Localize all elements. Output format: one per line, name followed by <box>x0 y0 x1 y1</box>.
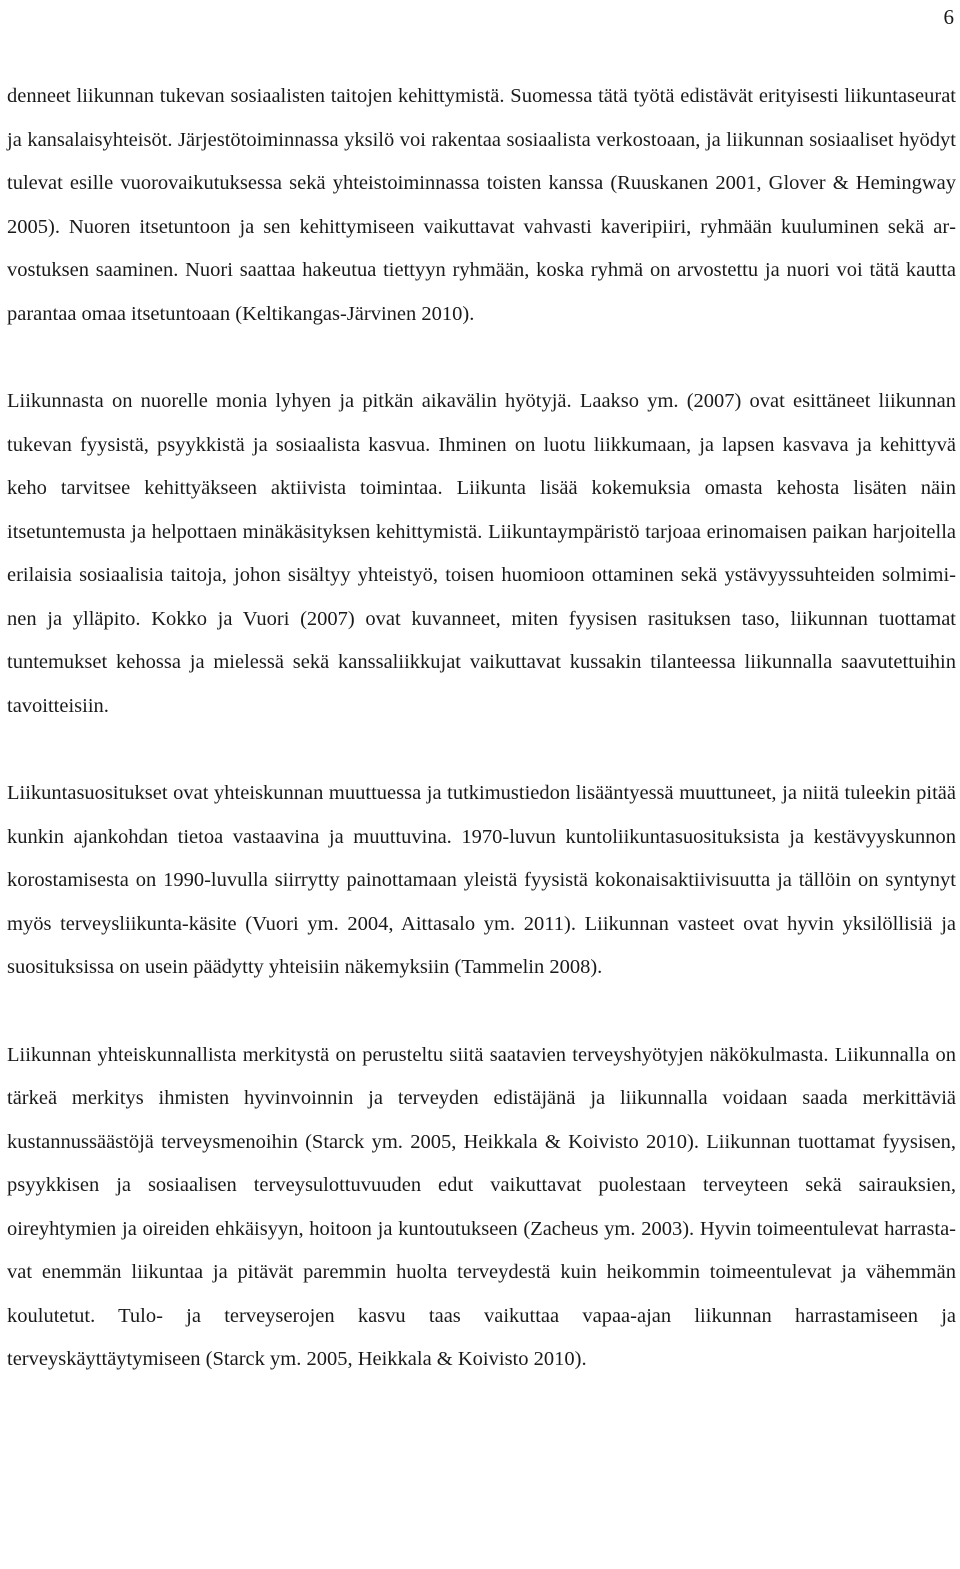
paragraph-societal-significance: Liikunnan yhteiskunnallista merkitystä on perusteltu siitä saatavien terveyshyötyjen näkökulmasta. Liikunnalla on tärkeä merkitys ihmisten hyvinvoinnin ja terveyden edistäjänä ja liikunnalla voidaan saada merkittäviä kustannussäästöjä terveysmenoihin (Starck ym. 2005, Heikkala & Koivisto 2010). Liikunnan tuottamat fyysisen, psyykkisen ja sosiaalisen terveysulottuvuuden edut vaikuttavat puolestaan terveyteen sekä sairauksien, oireyhtymien ja oireiden ehkäisyyn, hoitoon ja kuntoutukseen (Zacheus ym. 2003). Hyvin toimeentulevat harrastavat enemmän liikuntaa ja pitävät paremmin huolta terveydestä kuin heikommin toimeentulevat ja vähemmän koulutetut. Tulo- ja terveyserojen kasvu taas vaikuttaa vapaa-ajan liikunnan harrastamiseen ja terveyskäyttäytymiseen (Starck ym. 2005, Heikkala & Koivisto 2010). <box>7 1043 956 1370</box>
paragraph-exercise-recommendations: Liikuntasuositukset ovat yhteiskunnan muuttuessa ja tutkimustiedon lisääntyessä muuttuneet, ja niitä tuleekin pitää kunkin ajankohdan tietoa vastaavina ja muuttuvina. 1970-luvun kuntoliikuntasuosituksista ja kestävyyskunnon korostamisesta on 1990-luvulla siirrytty painottamaan yleistä fyysistä kokonaisaktiivisuutta ja tällöin on syntynyt myös terveysliikunta-käsite (Vuori ym. 2004, Aittasalo ym. 2011). Liikunnan vasteet ovat hyvin yksilöllisiä ja suosituksissa on usein päädytty yhteisiin näkemyksiin (Tammelin 2008). <box>7 782 956 978</box>
document-body <box>7 75 956 1382</box>
paragraph-benefits-for-youth: Liikunnasta on nuorelle monia lyhyen ja pitkän aikavälin hyötyjä. Laakso ym. (2007) ovat esittäneet liikunnan tukevan fyysistä, psyykkistä ja sosiaalista kasvua. Ihminen on luotu liikkumaan, ja lapsen kasvava ja kehittyvä keho tarvitsee kehittyäkseen aktiivista toimintaa. Liikunta lisää kokemuksia omasta kehosta lisäten näin itsetuntemusta ja helpottaen minäkäsityksen kehittymistä. Liikuntaympäristö tarjoaa erinomaisen paikan harjoitella erilaisia sosiaalisia taitoja, johon sisältyy yhteistyö, toisen huomioon ottaminen sekä ystävyyssuhteiden solmiminen ja ylläpito. Kokko ja Vuori (2007) ovat kuvanneet, miten fyysisen rasituksen taso, liikunnan tuottamat tuntemukset kehossa ja mielessä sekä kanssaliikkujat vaikuttavat kussakin tilanteessa liikunnalla saavutettuihin tavoitteisiin. <box>7 390 956 717</box>
paragraph-social-skills: denneet liikunnan tukevan sosiaalisten taitojen kehittymistä. Suomessa tätä työtä edistävät erityisesti liikuntaseurat ja kansalaisyhteisöt. Järjestötoiminnassa yksilö voi rakentaa sosiaalista verkostoaan, ja liikunnan sosiaaliset hyödyt tulevat esille vuorovaikutuksessa sekä yhteistoiminnassa toisten kanssa (Ruuskanen 2001, Glover & Hemingway 2005). Nuoren itsetuntoon ja sen kehittymiseen vaikuttavat vahvasti kaveripiiri, ryhmään kuuluminen sekä arvostuksen saaminen. Nuori saattaa hakeutua tiettyyn ryhmään, koska ryhmä on arvostettu ja nuori voi tätä kautta parantaa omaa itsetuntoaan (Keltikangas-Järvinen 2010). <box>7 85 956 325</box>
page-number: 6 <box>943 5 954 29</box>
